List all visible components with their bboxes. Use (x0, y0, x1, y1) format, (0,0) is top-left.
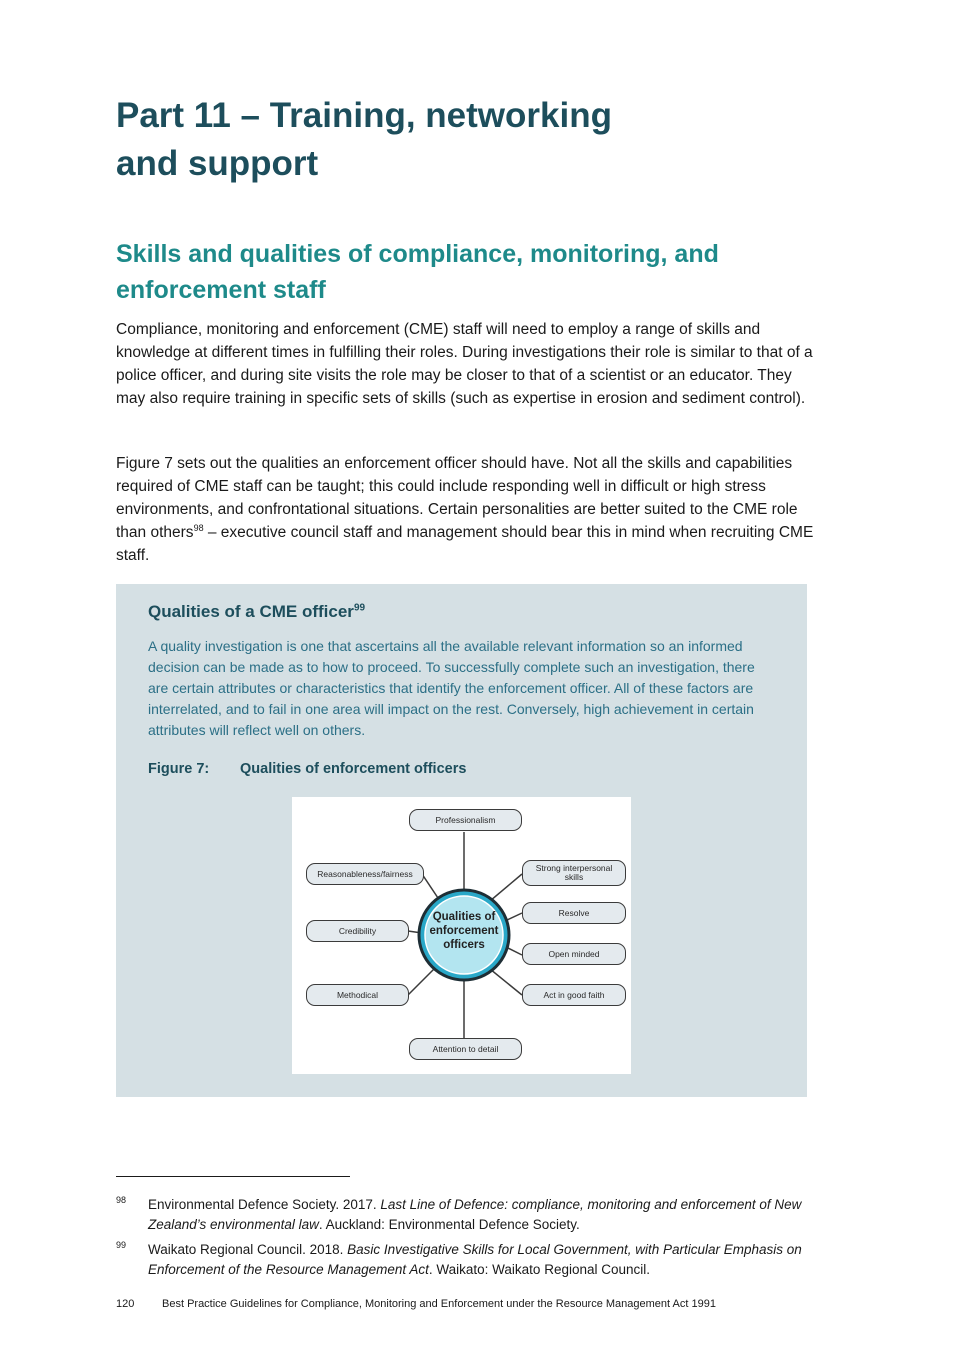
info-box-title (148, 602, 365, 622)
page-heading (116, 92, 816, 188)
footnote-99 (116, 1240, 816, 1280)
footnote-98-title: Last Line of Defence: compliance, monitoring and enforcement of New Zealand’s environmental law (148, 1197, 802, 1232)
footnote-ref-99[interactable]: 99 (353, 602, 366, 614)
node-professionalism: Professionalism (409, 809, 522, 831)
info-box-text: A quality investigation is one that ascertains all the available relevant information so an informed decision can be made as to how to proceed. To successfully complete such an investigation, there are certain attributes or characteristics that identify the enforcement officer. All of these factors are interrelated, and to fail in one area will impact on the rest. Conversely, high achievement in certain attributes will reflect well on others. (148, 638, 755, 738)
info-box-title-text: Qualities of a CME officer (148, 602, 354, 621)
node-credibility: Credibility (306, 920, 409, 942)
page-footer (116, 1298, 716, 1310)
page-heading-line-2: and support (116, 144, 319, 183)
footnote-98-text-a: Environmental Defence Society. 2017. (148, 1197, 381, 1212)
figure-title: Qualities of enforcement officers (240, 761, 467, 777)
footnote-98 (116, 1195, 816, 1235)
center-label-line-2: enforcement (429, 925, 499, 937)
paragraph-figure-intro (116, 452, 816, 567)
info-box (116, 584, 807, 1097)
footnote-99-text-b: . Waikato: Waikato Regional Council. (428, 1262, 651, 1277)
footnote-98-body (148, 1195, 816, 1235)
node-attention-to-detail: Attention to detail (409, 1038, 522, 1060)
connector-good-faith (490, 969, 522, 995)
qualities-diagram (292, 797, 631, 1074)
footnote-99-title: Basic Investigative Skills for Local Government, with Particular Emphasis on Enforcement of the Resource Management Act (148, 1242, 802, 1277)
node-resolve: Resolve (522, 902, 626, 924)
footer-text: Best Practice Guidelines for Compliance, Monitoring and Enforcement under the Resource Management Act 1991 (162, 1298, 716, 1310)
connector-interpersonal (490, 874, 522, 901)
footnote-98-mark: 98 (116, 1195, 127, 1205)
paragraph-cme-skills: Compliance, monitoring and enforcement (CME) staff will need to employ a range of skills and knowledge at different times in fulfilling their roles. During investigations their role is similar to that of a police officer, and during site visits the role may be closer to that of a scientist or an educator. They may also require training in specific sets of skills (such as expertise in erosion and sediment control). (116, 321, 813, 407)
figure-caption (148, 761, 466, 777)
diagram-center-label (422, 910, 506, 952)
node-good-faith: Act in good faith (522, 984, 626, 1006)
center-label-line-3: officers (443, 939, 485, 951)
node-open-minded: Open minded (522, 943, 626, 965)
footnote-divider (116, 1176, 350, 1177)
footnote-99-body (148, 1240, 816, 1280)
footnote-99-text-a: Waikato Regional Council. 2018. (148, 1242, 348, 1257)
node-reasonableness: Reasonableness/fairness (306, 863, 424, 885)
connector-methodical (408, 967, 436, 995)
paragraph-figure-intro-text-a: Figure 7 sets out the qualities an enforcement officer should have. Not all the skills and capabilities required of CME staff can be taught; this could include responding well in difficult or high stress environments, and confrontational situations. Certain personalities are better suited to the CME role than others (116, 455, 798, 541)
figure-number: Figure 7: (148, 761, 210, 777)
footnote-ref-98[interactable]: 98 (193, 522, 204, 533)
node-methodical: Methodical (306, 984, 409, 1006)
node-interpersonal-skills: Strong interpersonal skills (522, 860, 626, 886)
footnote-99-mark: 99 (116, 1240, 127, 1250)
section-title: Skills and qualities of compliance, monitoring, and enforcement staff (116, 240, 719, 304)
page-heading-line-1: Part 11 – Training, networking (116, 96, 612, 135)
footnote-98-text-b: . Auckland: Environmental Defence Society. (318, 1217, 580, 1232)
connector-reasonableness (422, 874, 438, 898)
page-number: 120 (116, 1298, 135, 1310)
paragraph-figure-intro-text-b: – executive council staff and management should bear this in mind when recruiting CME staff. (116, 524, 814, 564)
center-label-line-1: Qualities of (432, 911, 496, 923)
